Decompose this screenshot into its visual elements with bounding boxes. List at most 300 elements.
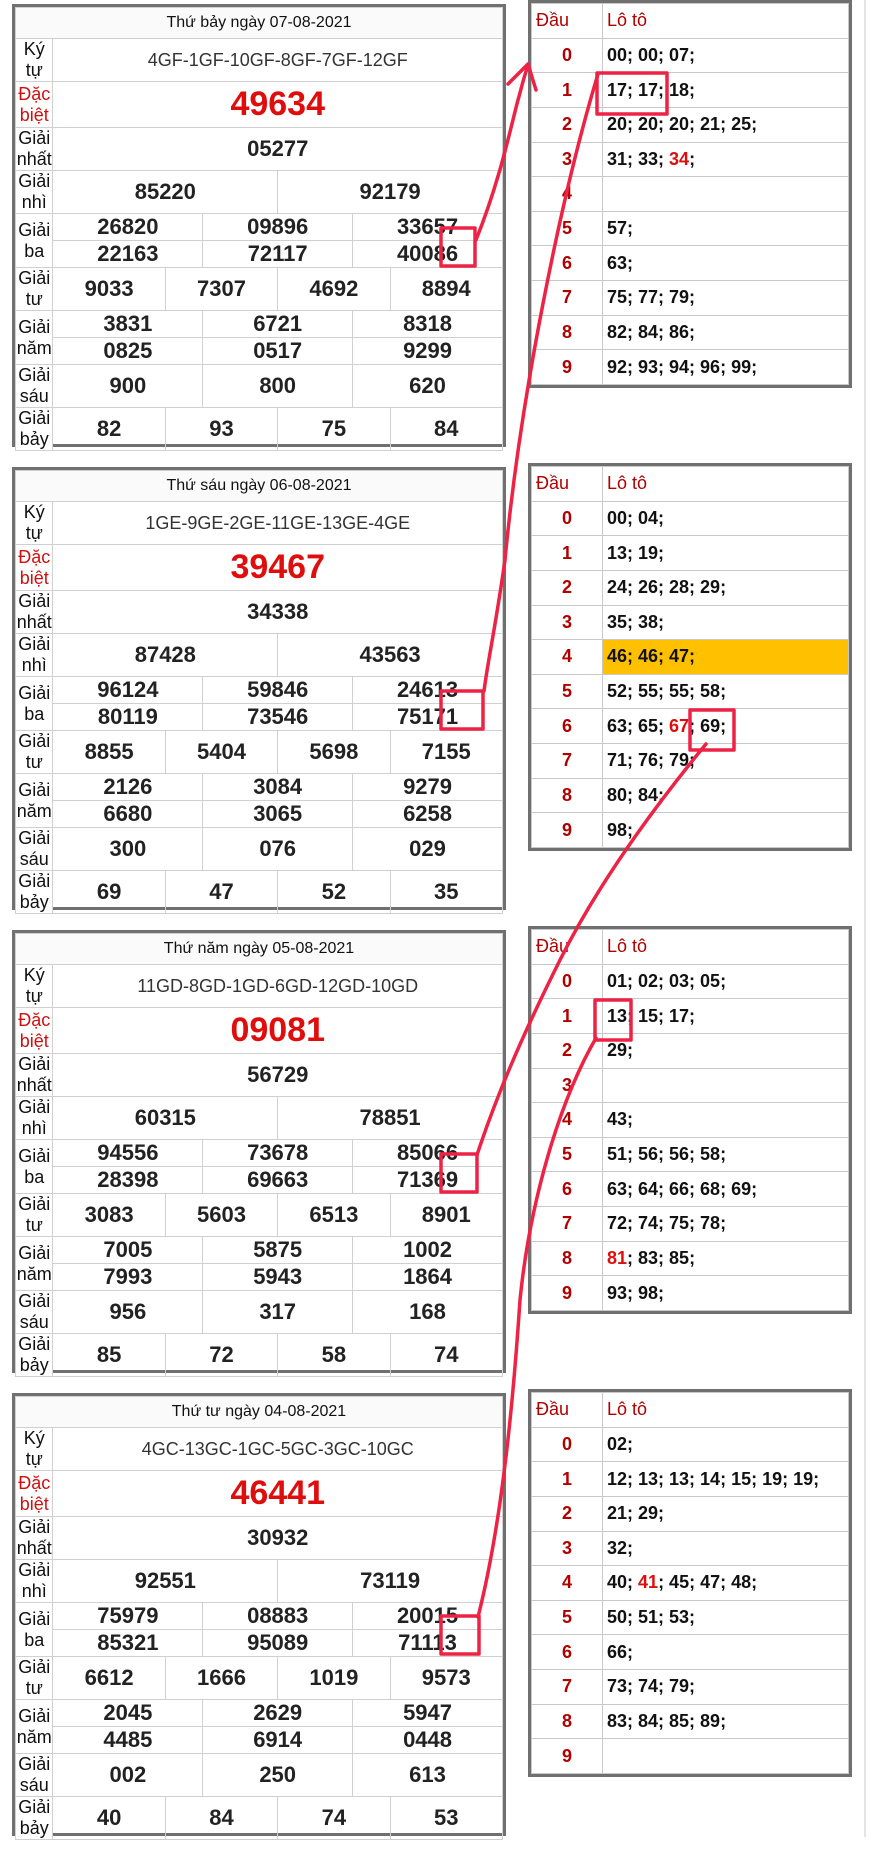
results-row (16, 591, 503, 634)
loto-row (532, 964, 849, 999)
results-row (16, 1657, 503, 1700)
third-prize-number: 85321 (53, 1630, 203, 1657)
loto-values-text: 02; (607, 1433, 634, 1454)
fourth-prize-number: 8901 (390, 1194, 502, 1237)
loto-head-digit: 3 (532, 1531, 603, 1566)
loto-values-text: 00; 00; 07; (607, 44, 696, 65)
loto-row (532, 177, 849, 212)
loto-values (603, 1600, 849, 1635)
loto-values (603, 640, 849, 675)
fifth-prize-number: 5943 (203, 1264, 353, 1291)
loto-values (603, 1241, 849, 1276)
loto-values (603, 1462, 849, 1497)
loto-values-text: 20; 20; 20; 21; 25; (607, 114, 758, 135)
fifth-prize-number: 0517 (203, 338, 353, 365)
results-row (16, 1700, 503, 1727)
fifth-prize-number: 0825 (53, 338, 203, 365)
loto-row (532, 107, 849, 142)
draw-date: Thứ tư ngày 04-08-2021 (16, 1397, 503, 1428)
first-prize-number: 56729 (53, 1054, 503, 1097)
fifth-prize-number: 1864 (353, 1264, 503, 1291)
results-row (16, 965, 503, 1008)
results-row (16, 1167, 503, 1194)
fifth-prize-number: 5947 (353, 1700, 503, 1727)
loto-values-text: 52; 55; 55; 58; (607, 681, 727, 702)
label-giai-ba: Giải ba (16, 214, 53, 268)
loto-head-digit: 5 (532, 211, 603, 246)
sixth-prize-number: 956 (53, 1291, 203, 1334)
loto-row (532, 211, 849, 246)
ky-tu-codes: 1GE-9GE-2GE-11GE-13GE-4GE (53, 502, 503, 545)
results-row (16, 365, 503, 408)
label-giai-sau: Giải sáu (16, 828, 53, 871)
second-prize-number: 43563 (278, 634, 503, 677)
loto-row (532, 1600, 849, 1635)
loto-values (603, 501, 849, 536)
loto-values (603, 1531, 849, 1566)
loto-row (532, 315, 849, 350)
loto-values-text: 63; 64; 66; 68; 69; (607, 1178, 758, 1199)
fifth-prize-number: 7005 (53, 1237, 203, 1264)
loto-values-text: 31; 33; (607, 148, 670, 169)
label-giai-tu: Giải tư (16, 1657, 53, 1700)
results-row (16, 502, 503, 545)
second-prize-number: 87428 (53, 634, 278, 677)
loto-row (532, 605, 849, 640)
results-grid (15, 7, 503, 451)
sixth-prize-number: 002 (53, 1754, 203, 1797)
results-row (16, 39, 503, 82)
loto-row (532, 674, 849, 709)
results-row (16, 801, 503, 828)
loto-row (532, 1635, 849, 1670)
loto-head-digit: 8 (532, 778, 603, 813)
loto-header-row (532, 4, 849, 39)
sixth-prize-number: 300 (53, 828, 203, 871)
results-row (16, 1140, 503, 1167)
results-row (16, 241, 503, 268)
loto-values (603, 1276, 849, 1311)
third-prize-number: 94556 (53, 1140, 203, 1167)
draw-block (0, 926, 876, 1389)
second-prize-number: 73119 (278, 1560, 503, 1603)
third-prize-number: 69663 (203, 1167, 353, 1194)
loto-highlight-value: 67 (669, 715, 690, 736)
loto-row (532, 778, 849, 813)
fourth-prize-number: 7307 (165, 268, 277, 311)
loto-header-loto: Lô tô (603, 930, 849, 965)
draw-date: Thứ năm ngày 05-08-2021 (16, 934, 503, 965)
loto-values-text: 35; 38; (607, 611, 665, 632)
third-prize-number: 26820 (53, 214, 203, 241)
results-grid (15, 933, 503, 1377)
fourth-prize-number: 7155 (390, 731, 502, 774)
seventh-prize-number: 93 (165, 408, 277, 451)
loto-table (528, 1389, 852, 1777)
results-row (16, 634, 503, 677)
fifth-prize-number: 8318 (353, 311, 503, 338)
loto-values-text: 82; 84; 86; (607, 321, 696, 342)
seventh-prize-number: 58 (278, 1334, 390, 1377)
label-dac-biet: Đặc biệt (16, 82, 53, 128)
second-prize-number: 92551 (53, 1560, 278, 1603)
sixth-prize-number: 250 (203, 1754, 353, 1797)
loto-values (603, 999, 849, 1034)
results-row (16, 1054, 503, 1097)
loto-highlight-value: 41 (638, 1572, 659, 1593)
loto-values (603, 1068, 849, 1103)
loto-head-digit: 6 (532, 246, 603, 281)
loto-values (603, 1739, 849, 1774)
label-dac-biet: Đặc biệt (16, 1008, 53, 1054)
fifth-prize-number: 3065 (203, 801, 353, 828)
loto-values (603, 744, 849, 779)
label-giai-nhat: Giải nhất (16, 128, 52, 169)
results-grid (15, 1396, 503, 1840)
loto-values-text: 17; 17; 18; (607, 79, 696, 100)
loto-values-text: 63; (607, 252, 634, 273)
fifth-prize-number: 2126 (53, 774, 203, 801)
loto-row (532, 73, 849, 108)
loto-head-digit: 1 (532, 536, 603, 571)
fifth-prize-number: 1002 (353, 1237, 503, 1264)
fifth-prize-number: 2045 (53, 1700, 203, 1727)
label-giai-nhi: Giải nhì (16, 1097, 53, 1140)
loto-head-digit: 1 (532, 73, 603, 108)
loto-values-text: 98; (607, 819, 634, 840)
results-row (16, 171, 503, 214)
loto-row (532, 1103, 849, 1138)
label-giai-tu: Giải tư (16, 731, 53, 774)
draw-date: Thứ bảy ngày 07-08-2021 (16, 8, 503, 39)
seventh-prize-number: 40 (53, 1797, 165, 1840)
loto-values (603, 350, 849, 385)
fourth-prize-number: 9033 (53, 268, 165, 311)
loto-row (532, 281, 849, 316)
loto-head-digit: 6 (532, 709, 603, 744)
loto-values-text: 13; 19; (607, 542, 665, 563)
sixth-prize-number: 800 (203, 365, 353, 408)
loto-head-digit: 1 (532, 999, 603, 1034)
fourth-prize-number: 6612 (53, 1657, 165, 1700)
results-row (16, 8, 503, 39)
seventh-prize-number: 84 (165, 1797, 277, 1840)
results-row (16, 214, 503, 241)
loto-highlight-value: 81 (607, 1247, 628, 1268)
loto-grid (531, 3, 849, 385)
label-giai-sau: Giải sáu (16, 1754, 53, 1797)
fourth-prize-number: 8855 (53, 731, 165, 774)
results-row (16, 268, 503, 311)
loto-head-digit: 0 (532, 1427, 603, 1462)
seventh-prize-number: 72 (165, 1334, 277, 1377)
loto-row (532, 1566, 849, 1601)
label-giai-bay: Giải bảy (16, 1334, 53, 1377)
loto-values-text: 29; (607, 1040, 634, 1061)
loto-head-digit: 4 (532, 1566, 603, 1601)
label-ky-tu: Ký tự (16, 1428, 53, 1471)
seventh-prize-number: 82 (53, 408, 165, 451)
loto-values (603, 813, 849, 848)
fifth-prize-number: 2629 (203, 1700, 353, 1727)
loto-head-digit: 5 (532, 1600, 603, 1635)
results-row (16, 1237, 503, 1264)
loto-values-text: 50; 51; 53; (607, 1607, 696, 1628)
loto-values (603, 1137, 849, 1172)
loto-header-row (532, 467, 849, 502)
loto-row (532, 501, 849, 536)
loto-row (532, 38, 849, 73)
label-giai-nam: Giải năm (16, 774, 53, 828)
third-prize-number: 22163 (53, 241, 203, 268)
loto-row (532, 744, 849, 779)
results-table (12, 4, 506, 447)
special-prize-number: 49634 (53, 82, 503, 128)
first-prize-number: 34338 (53, 591, 503, 634)
fifth-prize-number: 6680 (53, 801, 203, 828)
loto-highlight-value: 34 (669, 148, 690, 169)
special-prize-number: 46441 (53, 1471, 503, 1517)
label-ky-tu: Ký tự (16, 39, 53, 82)
loto-values (603, 315, 849, 350)
loto-values-text: 32; (607, 1537, 634, 1558)
draw-block (0, 0, 876, 463)
label-giai-ba: Giải ba (16, 1140, 53, 1194)
loto-values-text: 72; 74; 75; 78; (607, 1213, 727, 1234)
results-row (16, 828, 503, 871)
fourth-prize-number: 3083 (53, 1194, 165, 1237)
loto-head-digit: 5 (532, 674, 603, 709)
fourth-prize-number: 1019 (278, 1657, 390, 1700)
loto-head-digit: 4 (532, 640, 603, 675)
sixth-prize-number: 613 (353, 1754, 503, 1797)
loto-header-row (532, 1393, 849, 1428)
fifth-prize-number: 3084 (203, 774, 353, 801)
fifth-prize-number: 9299 (353, 338, 503, 365)
loto-values-text: 13; 15; 17; (607, 1005, 696, 1026)
loto-head-digit: 2 (532, 1496, 603, 1531)
loto-head-digit: 7 (532, 281, 603, 316)
seventh-prize-number: 53 (390, 1797, 502, 1840)
third-prize-number: 59846 (203, 677, 353, 704)
draw-date: Thứ sáu ngày 06-08-2021 (16, 471, 503, 502)
third-prize-number: 80119 (53, 704, 203, 731)
loto-values (603, 211, 849, 246)
third-prize-number: 71369 (353, 1167, 503, 1194)
second-prize-number: 92179 (278, 171, 503, 214)
sixth-prize-number: 620 (353, 365, 503, 408)
loto-values-text: 83; 84; 85; 89; (607, 1710, 727, 1731)
results-table (12, 1393, 506, 1836)
fourth-prize-number: 8894 (390, 268, 502, 311)
loto-row (532, 1068, 849, 1103)
seventh-prize-number: 35 (390, 871, 502, 914)
third-prize-number: 28398 (53, 1167, 203, 1194)
results-row (16, 1264, 503, 1291)
label-giai-nam: Giải năm (16, 1237, 53, 1291)
loto-head-digit: 9 (532, 350, 603, 385)
loto-row (532, 1207, 849, 1242)
loto-values-text: 57; (607, 218, 634, 239)
loto-values-text: 93; 98; (607, 1282, 665, 1303)
fourth-prize-number: 9573 (390, 1657, 502, 1700)
results-row (16, 731, 503, 774)
third-prize-number: 75979 (53, 1603, 203, 1630)
results-row (16, 1428, 503, 1471)
loto-head-digit: 9 (532, 1276, 603, 1311)
seventh-prize-number: 85 (53, 1334, 165, 1377)
special-prize-number: 39467 (53, 545, 503, 591)
sixth-prize-number: 168 (353, 1291, 503, 1334)
loto-head-digit: 1 (532, 1462, 603, 1497)
fourth-prize-number: 5404 (165, 731, 277, 774)
label-giai-sau: Giải sáu (16, 1291, 53, 1334)
loto-values (603, 142, 849, 177)
seventh-prize-number: 84 (390, 408, 502, 451)
loto-values (603, 778, 849, 813)
seventh-prize-number: 69 (53, 871, 165, 914)
second-prize-number: 60315 (53, 1097, 278, 1140)
third-prize-number: 96124 (53, 677, 203, 704)
results-row (16, 677, 503, 704)
fifth-prize-number: 4485 (53, 1727, 203, 1754)
results-row (16, 1797, 503, 1840)
loto-row (532, 1172, 849, 1207)
fourth-prize-number: 5603 (165, 1194, 277, 1237)
loto-values-text: 71; 76; 79; (607, 750, 696, 771)
loto-row (532, 246, 849, 281)
loto-values (603, 107, 849, 142)
results-row (16, 311, 503, 338)
results-row (16, 338, 503, 365)
label-giai-sau: Giải sáu (16, 365, 53, 408)
loto-header-dau: Đầu (532, 1393, 603, 1428)
loto-row (532, 640, 849, 675)
loto-row (532, 813, 849, 848)
loto-values-text: 46; 46; 47; (607, 646, 696, 667)
loto-head-digit: 8 (532, 315, 603, 350)
loto-head-digit: 7 (532, 744, 603, 779)
results-row (16, 545, 503, 591)
third-prize-number: 24613 (353, 677, 503, 704)
label-ky-tu: Ký tự (16, 965, 53, 1008)
loto-values (603, 1566, 849, 1601)
loto-row (532, 1276, 849, 1311)
third-prize-number: 71113 (353, 1630, 503, 1657)
loto-head-digit: 0 (532, 501, 603, 536)
loto-values (603, 1103, 849, 1138)
results-row (16, 1334, 503, 1377)
fourth-prize-number: 6513 (278, 1194, 390, 1237)
label-giai-bay: Giải bảy (16, 408, 53, 451)
loto-row (532, 536, 849, 571)
fifth-prize-number: 0448 (353, 1727, 503, 1754)
loto-values-text: 43; (607, 1109, 634, 1130)
loto-values (603, 536, 849, 571)
loto-table (528, 926, 852, 1314)
results-row (16, 408, 503, 451)
results-grid (15, 470, 503, 914)
loto-row (532, 1739, 849, 1774)
loto-values (603, 605, 849, 640)
loto-values-text: 51; 56; 56; 58; (607, 1144, 727, 1165)
third-prize-number: 75171 (353, 704, 503, 731)
loto-row (532, 1670, 849, 1705)
loto-values-text: 40; (607, 1572, 639, 1593)
loto-header-row (532, 930, 849, 965)
label-giai-tu: Giải tư (16, 1194, 53, 1237)
third-prize-number: 33657 (353, 214, 503, 241)
ky-tu-codes: 4GC-13GC-1GC-5GC-3GC-10GC (53, 1428, 503, 1471)
loto-row (532, 999, 849, 1034)
loto-values (603, 964, 849, 999)
results-row (16, 1630, 503, 1657)
label-ky-tu: Ký tự (16, 502, 53, 545)
label-giai-nam: Giải năm (16, 1700, 53, 1754)
loto-values (603, 674, 849, 709)
loto-table (528, 463, 852, 851)
loto-values-text: 24; 26; 28; 29; (607, 577, 727, 598)
results-row (16, 934, 503, 965)
loto-head-digit: 3 (532, 142, 603, 177)
third-prize-number: 72117 (203, 241, 353, 268)
results-row (16, 704, 503, 731)
loto-grid (531, 466, 849, 848)
loto-values (603, 1496, 849, 1531)
results-row (16, 1471, 503, 1517)
loto-header-dau: Đầu (532, 467, 603, 502)
sixth-prize-number: 076 (203, 828, 353, 871)
loto-head-digit: 9 (532, 813, 603, 848)
loto-head-digit: 6 (532, 1172, 603, 1207)
loto-values (603, 1033, 849, 1068)
third-prize-number: 85066 (353, 1140, 503, 1167)
draw-block (0, 1389, 876, 1852)
loto-head-digit: 2 (532, 1033, 603, 1068)
label-dac-biet: Đặc biệt (16, 1471, 53, 1517)
first-prize-number: 05277 (53, 128, 503, 171)
loto-head-digit: 3 (532, 1068, 603, 1103)
loto-head-digit: 2 (532, 570, 603, 605)
loto-values (603, 1172, 849, 1207)
fifth-prize-number: 6721 (203, 311, 353, 338)
results-row (16, 1097, 503, 1140)
loto-head-digit: 7 (532, 1670, 603, 1705)
draw-block (0, 463, 876, 926)
label-giai-nhi: Giải nhì (16, 1560, 53, 1603)
loto-head-digit: 6 (532, 1635, 603, 1670)
third-prize-number: 08883 (203, 1603, 353, 1630)
loto-head-digit: 8 (532, 1704, 603, 1739)
sixth-prize-number: 900 (53, 365, 203, 408)
loto-values-text: 75; 77; 79; (607, 287, 696, 308)
results-row (16, 1008, 503, 1054)
results-row (16, 128, 503, 171)
results-row (16, 1291, 503, 1334)
results-row (16, 82, 503, 128)
loto-values (603, 177, 849, 212)
label-giai-ba: Giải ba (16, 1603, 53, 1657)
loto-values-text: 00; 04; (607, 507, 665, 528)
results-row (16, 1603, 503, 1630)
seventh-prize-number: 75 (278, 408, 390, 451)
loto-values (603, 1635, 849, 1670)
results-row (16, 1517, 503, 1560)
loto-row (532, 1704, 849, 1739)
results-row (16, 774, 503, 801)
loto-head-digit: 7 (532, 1207, 603, 1242)
sixth-prize-number: 029 (353, 828, 503, 871)
